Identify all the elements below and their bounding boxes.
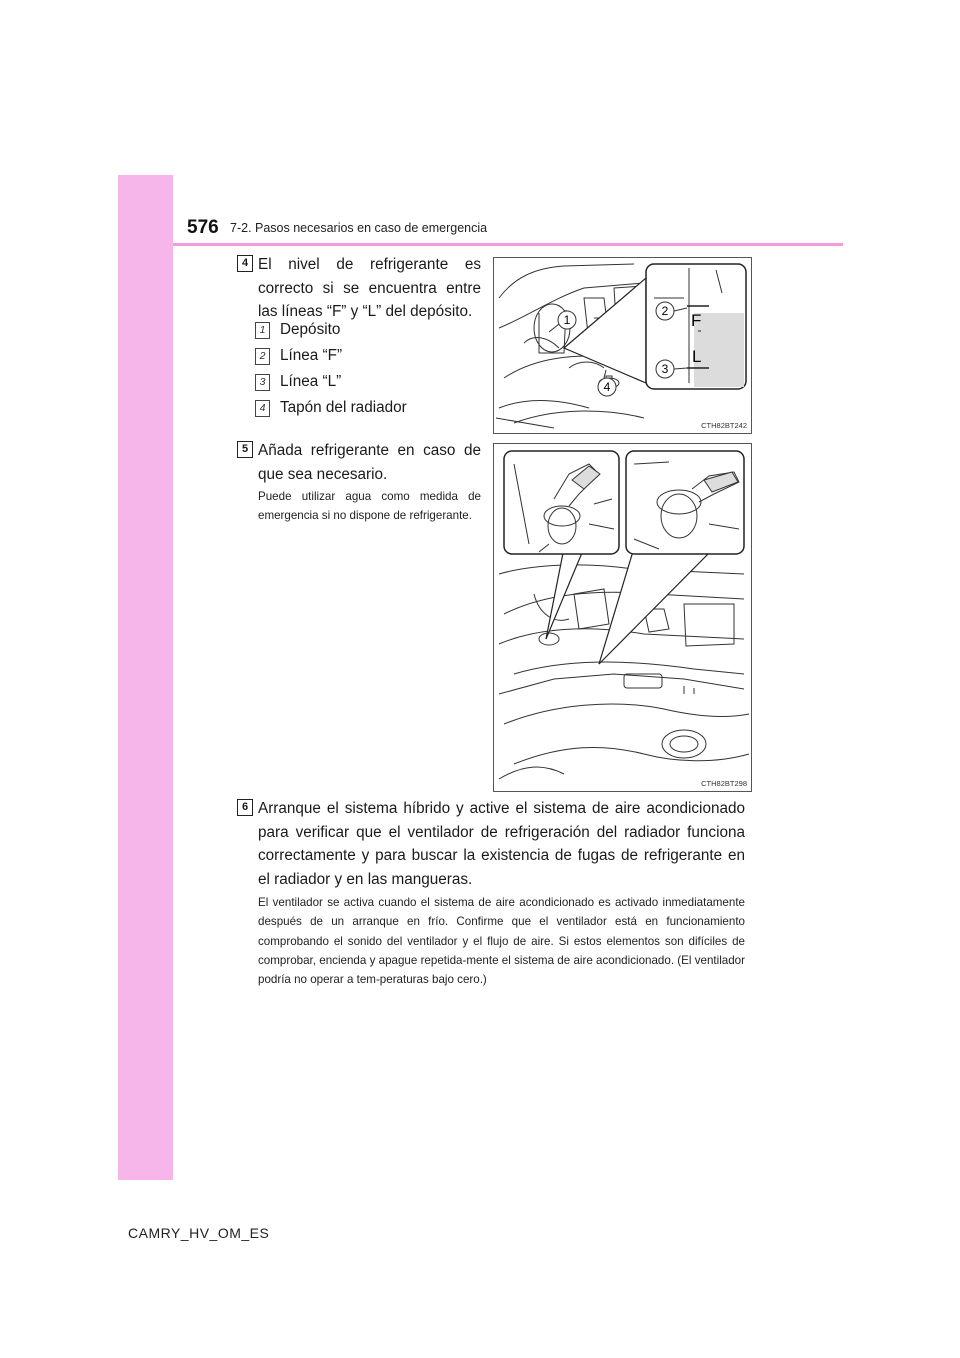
step-6-text: Arranque el sistema híbrido y active el sistema de aire acondicionado para verificar que el ventilador de refrigeración del radiador funciona correctamente y para buscar la existencia de fugas de refrigerante en el radiador y en las mangueras. — [258, 800, 745, 888]
step-number-5: 5 — [237, 441, 253, 458]
item-label-tapon-radiador: Tapón del radiador — [280, 399, 407, 416]
header-divider — [173, 243, 843, 246]
manual-id: CAMRY_HV_OM_ES — [128, 1225, 270, 1241]
figure-code: CTH82BT242 — [701, 421, 747, 430]
item-label-deposito: Depósito — [280, 321, 341, 338]
callout-3: 3 — [661, 362, 669, 376]
callout-1: 1 — [563, 313, 571, 327]
item-label-linea-f: Línea “F” — [280, 347, 343, 364]
step-number-6: 6 — [237, 799, 253, 816]
figure-add-coolant — [493, 443, 752, 792]
level-mark-l: L — [692, 347, 702, 366]
step-5-text: Añada refrigerante en caso de que sea necesario. — [258, 442, 481, 483]
item-label-linea-l: Línea “L” — [280, 373, 342, 390]
item-number-1: 1 — [255, 322, 270, 339]
item-number-3: 3 — [255, 374, 270, 391]
figure-coolant-reservoir — [493, 257, 752, 434]
engine-bay-illustration — [494, 258, 751, 433]
step-number-4: 4 — [237, 255, 253, 272]
item-number-2: 2 — [255, 348, 270, 365]
chapter-side-band — [118, 175, 173, 1180]
level-mark-f: F — [691, 311, 702, 330]
engine-bay-refill-illustration — [494, 444, 751, 791]
page-number: 576 — [187, 217, 219, 238]
section-title: 7-2. Pasos necesarios en caso de emergencia — [230, 221, 488, 235]
figure-code: CTH82BT298 — [701, 779, 747, 788]
step-5-note: Puede utilizar agua como medida de emergencia si no dispone de refrigerante. — [258, 490, 481, 523]
callout-2: 2 — [661, 304, 669, 318]
callout-4: 4 — [603, 380, 611, 394]
step-6-note: El ventilador se activa cuando el sistema de aire acondicionado es activado inmediatamente después de un arranque en frío. Confirme que el ventilador está en funcionamiento comprobando el sonido del ventilador y el flujo de aire. Si estos elementos son difíciles de comprobar, encienda y apague repetida-mente el sistema de aire acondicionado. (El ventilador podría no operar a tem-peraturas bajo cero.) — [258, 896, 745, 987]
step-4-text: El nivel de refrigerante es correcto si se encuentra entre las líneas “F” y “L” del depósito. — [258, 256, 481, 320]
item-number-4: 4 — [255, 400, 270, 417]
